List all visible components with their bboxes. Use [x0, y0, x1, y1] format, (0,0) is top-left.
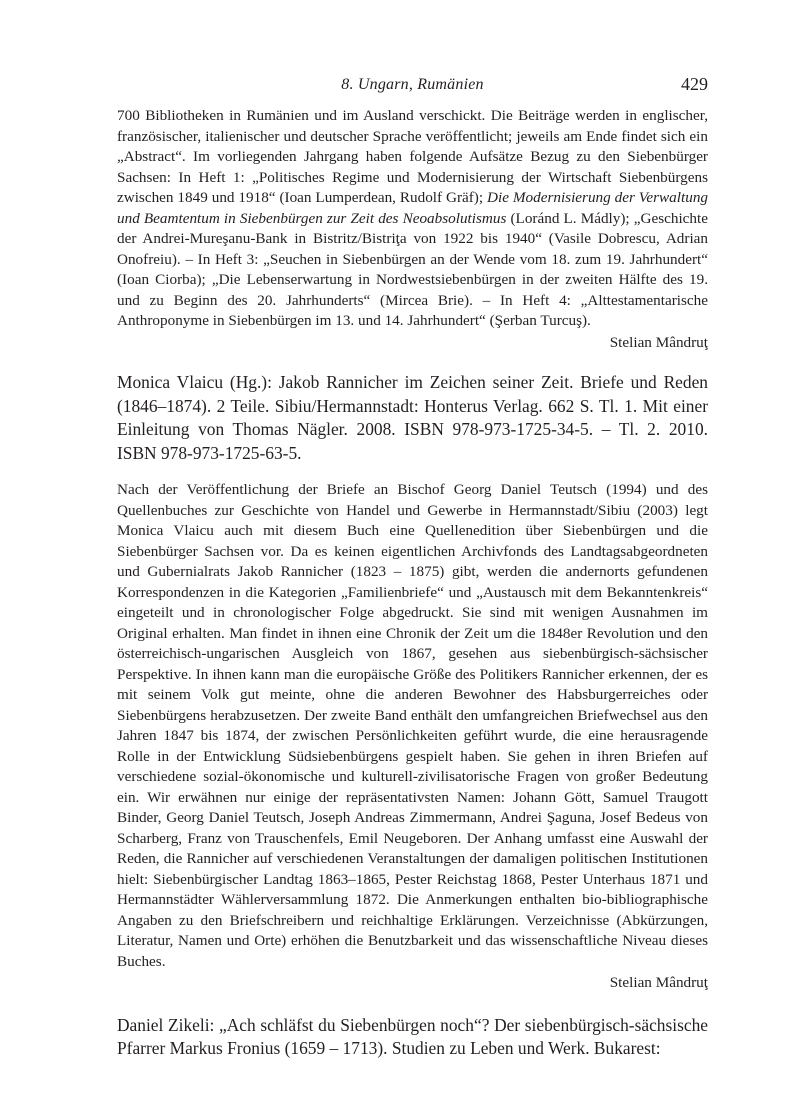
section-spacer: [117, 994, 708, 1014]
reviewer-signature: Stelian Mândruţ: [609, 333, 708, 351]
section-spacer: [117, 353, 708, 371]
review-body-text: 700 Bibliotheken in Rumänien und im Ausland verschickt. Die Beiträge werden in englischer, französischer, italienischer und deutscher Sprache veröffentlicht; jeweils am Ende findet sich ein „Abstract“. Im vorliegenden Jahrgang haben folgende Aufsätze Bezug zu den Siebenbürger Sachsen: In Heft 1: „Politisches Regime und Modernisierung der Wirtschaft Siebenbürgens zwischen 1849 und 1918“ (Ioan Lumperdean, Rudolf Gräf);: [117, 107, 708, 206]
review-body: Nach der Veröffentlichung der Briefe an Bischof Georg Daniel Teutsch (1994) und des Quellenbuches zur Geschichte von Handel und Gewerbe in Hermannstadt/Sibiu (2003) legt Monica Vlaicu auch mit diesem Buch eine Quellenedition über Siebenbürgen und die Siebenbürger Sachsen vor. Da es keinen eigentlichen Archivfonds des Landtagsabgeordneten und Gubernialrats Jakob Rannicher (1823 – 1875) gibt, werden die andernorts gefundenen Korrespondenzen in die Kategorien „Familienbriefe“ und „Austausch mit dem Bekanntenkreis“ eingeteilt und in chronologischer Folge abgedruckt. Sie sind mit wenigen Ausnahmen im Original erhalten. Man findet in ihnen eine Chronik der Zeit um die 1848er Revolution und den österreichisch-ungarischen Ausgleich von 1867, gesehen aus siebenbürgisch-sächsischer Perspektive. In ihnen kann man die europäische Größe des Politikers Rannicher erkennen, der es mit seinem Volk gut meinte, ohne die anderen Bewohner des Habsburgerreiches oder Siebenbürgens herabzusetzen. Der zweite Band enthält den umfangreichen Briefwechsel aus den Jahren 1847 bis 1874, der zwischen Persönlichkeiten geführt wurde, die eine herausragende Rolle in der Entwicklung Südsiebenbürgens gespielt haben. Sie gehen in ihren Briefen auf verschiedene sozial-ökonomische und kulturell-zivilisatorische Fragen von großer Bedeutung ein. Wir erwähnen nur einige der repräsentativsten Namen: Johann Gött, Samuel Traugott Binder, Georg Daniel Teutsch, Joseph Andreas Zimmermann, Andrei Şaguna, Josef Bedeus von Scharberg, Franz von Trauschenfels, Emil Neugeboren. Der Anhang umfasst eine Auswahl der Reden, die Rannicher auf verschiedenen Veranstaltungen der damaligen politischen Institutionen hielt: Siebenbürgischer Landtag 1863–1865, Pester Reichstag 1868, Pester Unterhaus 1871 und Hermannstädter Wählerversammlung 1872. Die Anmerkungen enthalten bio-bibliographische Angaben zu den Briefschreibern und reichhaltige Erklärungen. Verzeichnisse (Abkürzungen, Literatur, Namen und Orte) erhöhen die Benutzbarkeit und das wissenschaftliche Niveau dieses Buches.: [117, 481, 708, 970]
review-heading: Monica Vlaicu (Hg.): Jakob Rannicher im Zeichen seiner Zeit. Briefe und Reden (1846–1874). 2 Teile. Sibiu/Hermannstadt: Honterus Verlag. 662 S. Tl. 1. Mit einer Einleitung von Thomas Nägler. 2008. ISBN 978-973-1725-34-5. – Tl. 2. 2010. ISBN 978-973-1725-63-5.: [117, 372, 708, 463]
review-body-text: (Loránd L. Mádly); „Geschichte der Andrei-Mureşanu-Bank in Bistritz/Bistriţa von 1922 bis 1940“ (Vasile Dobrescu, Adrian Onofreiu). – In Heft 3: „Seuchen in Siebenbürgen an der Wende vom 18. zum 19. Jahrhundert“ (Ioan Ciorba); „Die Lebenserwartung in Nordwestsiebenbürgen in der zweiten Hälfte des 19. und zu Beginn des 20. Jahrhunderts“ (Mircea Brie). – In Heft 4: „Alttestamentarische Anthroponyme in Siebenbürgen im 13. und 14. Jahrhundert“ (Şerban Turcuş).: [117, 209, 708, 329]
review-entry: [117, 371, 708, 994]
review-body: [117, 106, 708, 332]
reviewer-signature: Stelian Mândruţ: [609, 974, 708, 991]
review-heading: Daniel Zikeli: „Ach schläfst du Siebenbürgen noch“? Der siebenbürgisch-sächsische Pfarrer Markus Fronius (1659 – 1713). Studien zu Leben und Werk. Bukarest:: [117, 1014, 708, 1058]
review-entry: [117, 1014, 708, 1061]
book-page: [117, 70, 708, 1061]
review-body-italic-title: Die Modernisierung der Verwaltung und Beamtentum in Siebenbürgen zur Zeit des Neoabsolutismus: [117, 189, 709, 227]
review-continuation: [117, 106, 708, 353]
running-title: 8. Ungarn, Rumänien: [341, 76, 484, 93]
running-head: [117, 70, 708, 106]
page-number: 429: [681, 74, 708, 94]
heading-spacer: [117, 465, 708, 480]
